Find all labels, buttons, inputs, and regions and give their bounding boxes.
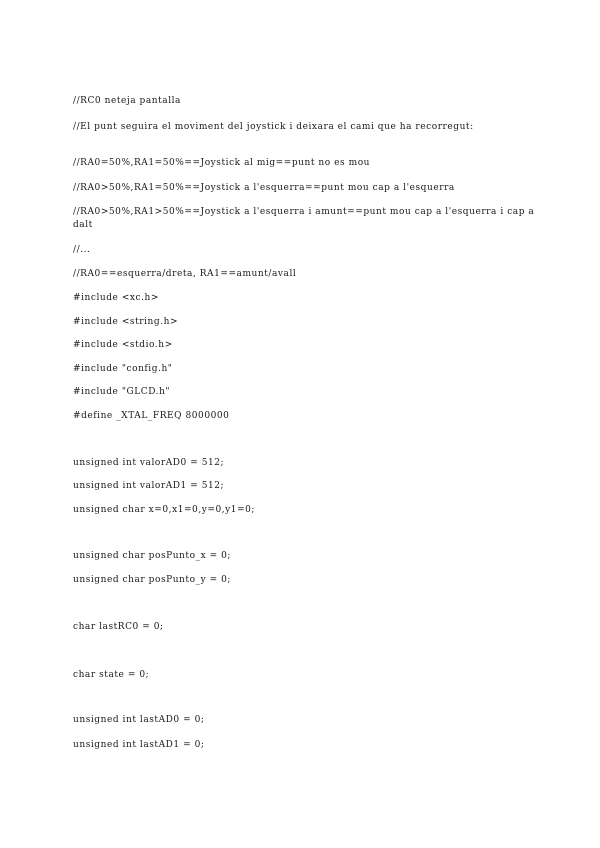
code-line: //RA0==esquerra/dreta, RA1==amunt/avall: [73, 269, 297, 279]
code-line: unsigned char x=0,x1=0,y=0,y1=0;: [73, 505, 256, 515]
code-line: #include <string.h>: [73, 317, 179, 327]
code-line: //RA0=50%,RA1=50%==Joystick al mig==punt no es mou: [73, 158, 371, 168]
code-line: //RC0 neteja pantalla: [73, 96, 181, 106]
code-line: unsigned int lastAD1 = 0;: [73, 740, 205, 750]
code-line: char state = 0;: [73, 670, 150, 680]
code-line: unsigned int lastAD0 = 0;: [73, 715, 205, 725]
code-line: //...: [73, 245, 91, 255]
code-line: #define _XTAL_FREQ 8000000: [73, 411, 230, 421]
code-line: char lastRC0 = 0;: [73, 622, 164, 632]
code-line: unsigned char posPunto_x = 0;: [73, 551, 231, 561]
code-line: unsigned char posPunto_y = 0;: [73, 575, 231, 585]
code-line: //RA0>50%,RA1>50%==Joystick a l'esquerra i amunt==punt mou cap a l'esquerra i cap a dalt: [73, 207, 538, 230]
code-line: unsigned int valorAD1 = 512;: [73, 481, 225, 491]
code-line: #include <stdio.h>: [73, 340, 173, 350]
code-line: #include "config.h": [73, 364, 173, 374]
code-line: //RA0>50%,RA1=50%==Joystick a l'esquerra==punt mou cap a l'esquerra: [73, 183, 455, 193]
code-line: //El punt seguira el moviment del joystick i deixara el cami que ha recorregut:: [73, 122, 474, 132]
code-line: #include "GLCD.h": [73, 387, 171, 397]
code-line: #include <xc.h>: [73, 293, 159, 303]
code-line: unsigned int valorAD0 = 512;: [73, 458, 225, 468]
